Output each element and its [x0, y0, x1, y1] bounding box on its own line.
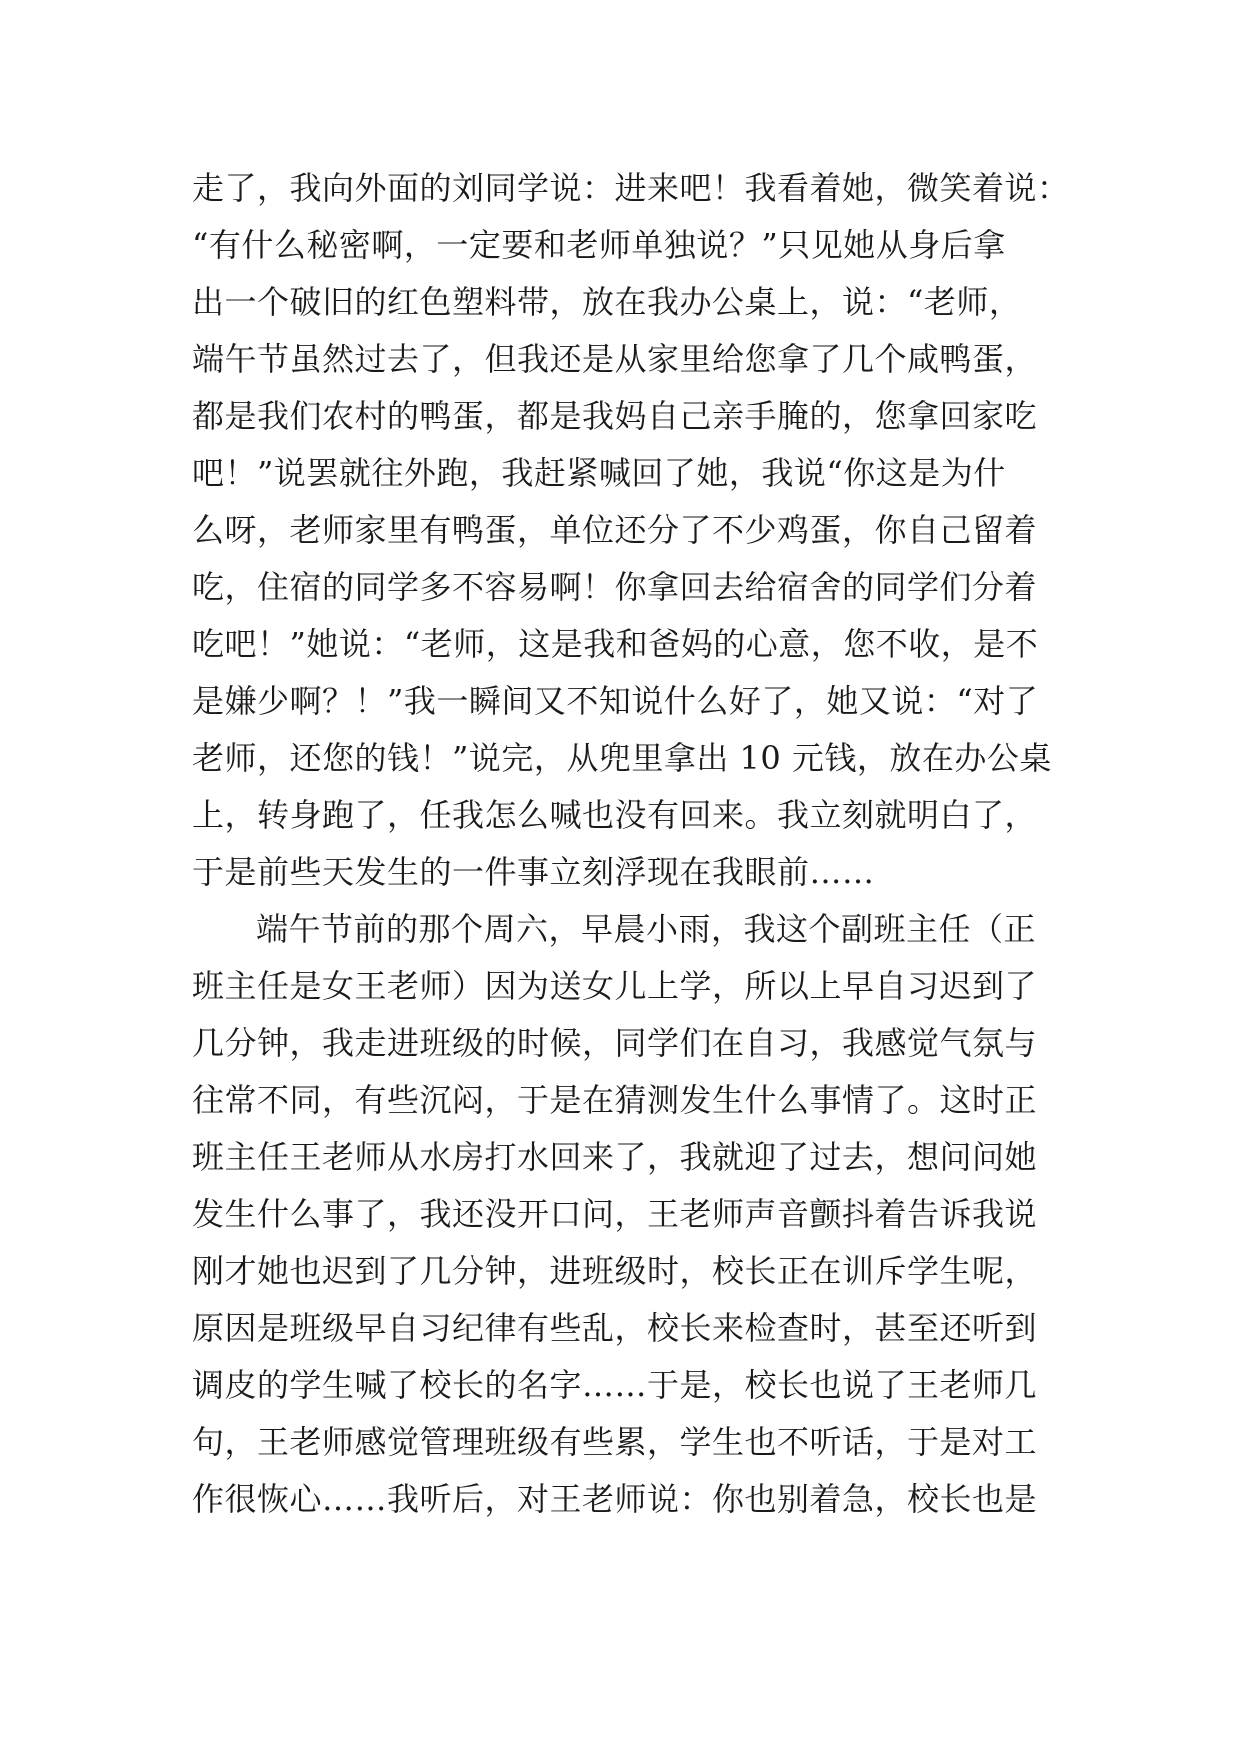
text-line: 班主任是女王老师）因为送女儿上学，所以上早自习迟到了	[192, 967, 1038, 1005]
text-line: 调皮的学生喊了校长的名字……于是，校长也说了王老师几	[192, 1366, 1038, 1404]
text-line: 老师，还您的钱！”说完，从兜里拿出 10 元钱，放在办公桌	[192, 739, 1052, 777]
text-line: 吃，住宿的同学多不容易啊！你拿回去给宿舍的同学们分着	[192, 568, 1038, 606]
text-line: 班主任王老师从水房打水回来了，我就迎了过去，想问问她	[192, 1138, 1038, 1176]
body-text	[192, 160, 1070, 1528]
text-line: 于是前些天发生的一件事立刻浮现在我眼前……	[192, 853, 875, 891]
text-line: 上，转身跑了，任我怎么喊也没有回来。我立刻就明白了，	[192, 796, 1038, 834]
text-line: 吃吧！”她说：“老师，这是我和爸妈的心意，您不收，是不	[192, 625, 1039, 663]
text-line: 几分钟，我走进班级的时候，同学们在自习，我感觉气氛与	[192, 1024, 1038, 1062]
paragraph-start-line: 端午节前的那个周六，早晨小雨，我这个副班主任（正	[256, 910, 1037, 948]
text-line: 吧！”说罢就往外跑，我赶紧喊回了她，我说“你这是为什	[192, 454, 1006, 492]
text-line: 作很恢心……我听后，对王老师说：你也别着急，校长也是	[192, 1480, 1038, 1518]
text-line: 么呀，老师家里有鸭蛋，单位还分了不少鸡蛋，你自己留着	[192, 511, 1038, 549]
text-line: “有什么秘密啊，一定要和老师单独说？”只见她从身后拿	[192, 226, 1006, 264]
text-line: 刚才她也迟到了几分钟，进班级时，校长正在训斥学生呢，	[192, 1252, 1038, 1290]
text-line: 句，王老师感觉管理班级有些累，学生也不听话，于是对工	[192, 1423, 1038, 1461]
text-line: 往常不同，有些沉闷，于是在猜测发生什么事情了。这时正	[192, 1081, 1038, 1119]
text-line: 发生什么事了，我还没开口问，王老师声音颤抖着告诉我说	[192, 1195, 1038, 1233]
text-line: 端午节虽然过去了，但我还是从家里给您拿了几个咸鸭蛋，	[192, 340, 1038, 378]
text-line: 都是我们农村的鸭蛋，都是我妈自己亲手腌的，您拿回家吃	[192, 397, 1038, 435]
text-line: 原因是班级早自习纪律有些乱，校长来检查时，甚至还听到	[192, 1309, 1038, 1347]
text-line: 走了，我向外面的刘同学说：进来吧！我看着她，微笑着说：	[192, 169, 1070, 207]
text-line: 是嫌少啊？！”我一瞬间又不知说什么好了，她又说：“对了	[192, 682, 1039, 720]
text-line: 出一个破旧的红色塑料带，放在我办公桌上，说：“老师，	[192, 283, 1022, 321]
